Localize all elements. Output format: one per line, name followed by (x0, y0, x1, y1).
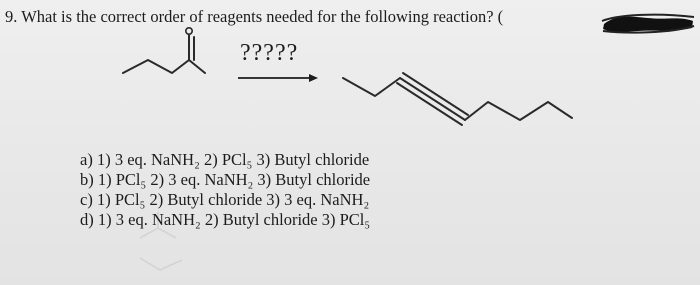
option-a[interactable]: a) 1) 3 eq. NaNH₂ 2) PCl₅ 3) Butyl chloride (80, 150, 370, 169)
product-right-chain (465, 102, 572, 120)
ketone-carbon-chain (123, 60, 205, 73)
triple-bond-center (400, 78, 465, 120)
question-text: 9. What is the correct order of reagents needed for the following reaction? ( (5, 7, 504, 26)
reaction-arrow (238, 74, 318, 82)
option-d[interactable]: d) 1) 3 eq. NaNH₂ 2) Butyl chloride 3) PCl₅ (80, 210, 371, 229)
starting-material-structure (123, 35, 205, 73)
product-left-chain (343, 78, 400, 96)
option-c[interactable]: c) 1) PCl₅ 2) Butyl chloride 3) 3 eq. NaNH₂ (80, 190, 370, 209)
option-b[interactable]: b) 1) PCl₅ 2) 3 eq. NaNH₂ 3) Butyl chloride (80, 170, 371, 189)
reagent-placeholder: ????? (240, 40, 299, 66)
oxygen-atom (186, 28, 192, 34)
answer-options (80, 150, 370, 230)
product-alkyne-structure (343, 73, 572, 125)
